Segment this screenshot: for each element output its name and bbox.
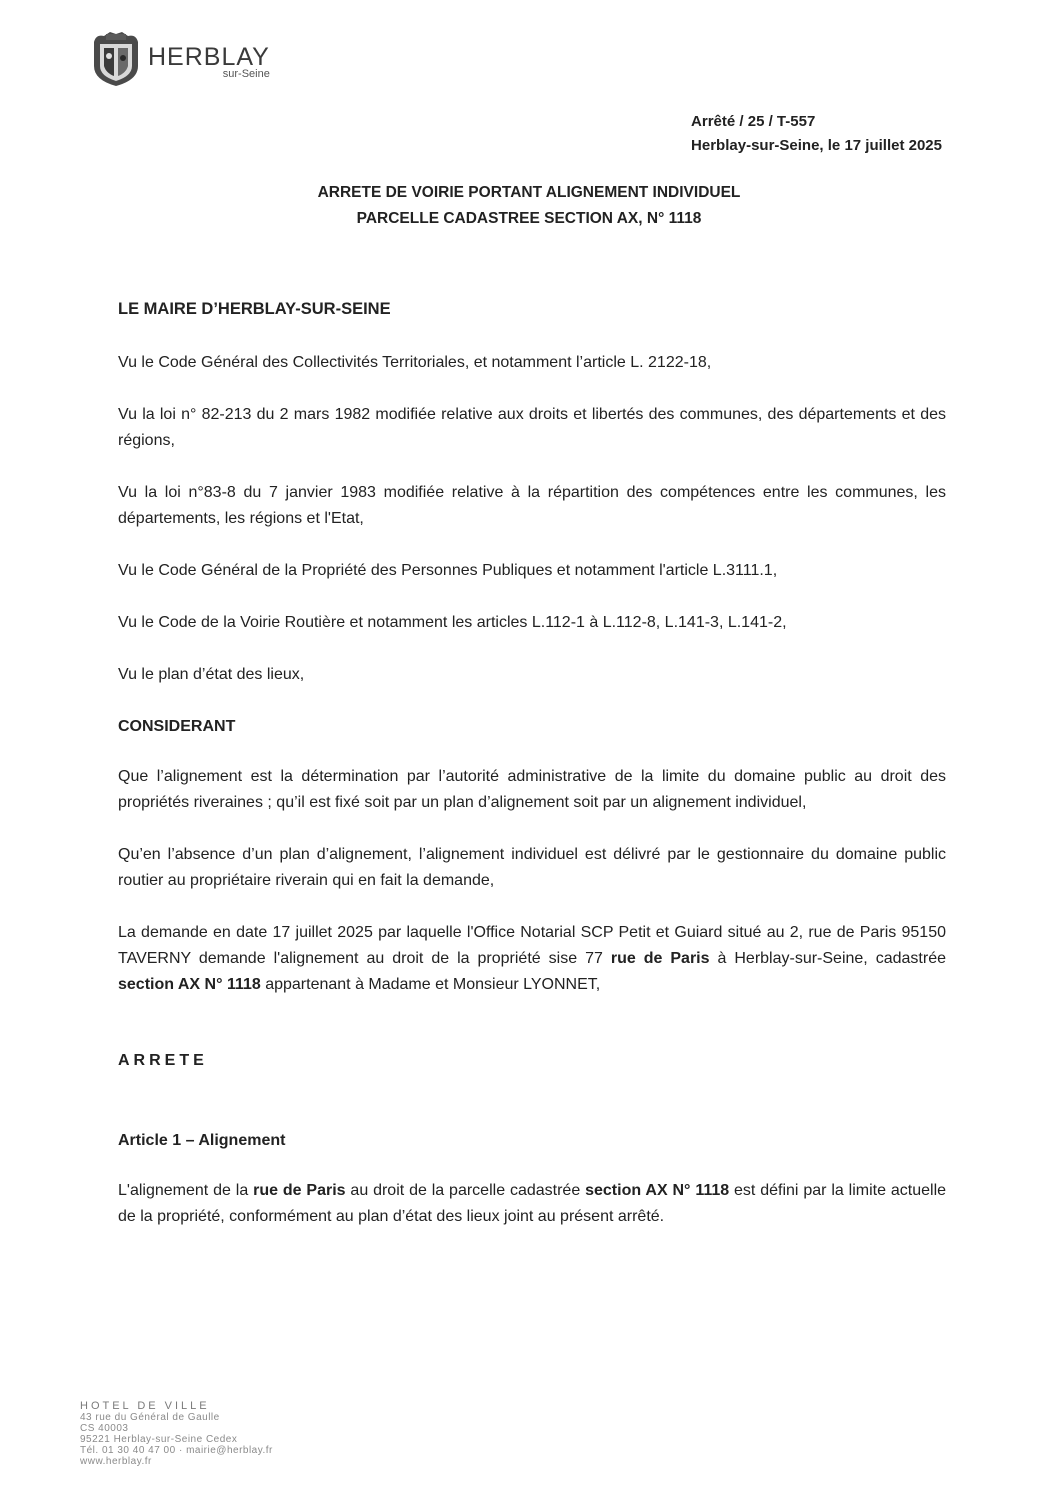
city-logo xyxy=(88,28,270,92)
article-street: rue de Paris xyxy=(253,1182,346,1199)
logo-name: HERBLAY xyxy=(148,43,270,71)
footer-address xyxy=(80,1401,273,1467)
document-body xyxy=(118,296,946,1230)
title-line-2: PARCELLE CADASTREE SECTION AX, N° 1118 xyxy=(356,210,702,227)
demande-section: section AX N° 1118 xyxy=(118,976,261,993)
footer-title: HOTEL DE VILLE xyxy=(80,1400,210,1412)
vu-cgppp: Vu le Code Général de la Propriété des Personnes Publiques et notamment l'article L.3111.1, xyxy=(118,562,778,579)
article-1-title: Article 1 – Alignement xyxy=(118,1132,286,1149)
footer-contact: Tél. 01 30 40 47 00 · mairie@herblay.fr xyxy=(80,1445,273,1456)
ref-number: Arrêté / 25 / T-557 xyxy=(691,113,816,130)
reference-block xyxy=(691,110,942,158)
place-date: Herblay-sur-Seine, le 17 juillet 2025 xyxy=(691,137,942,154)
city-crest-icon xyxy=(88,28,144,88)
demande-paragraph xyxy=(118,920,946,998)
considerant-heading: CONSIDERANT xyxy=(118,718,236,735)
vu-code-voirie: Vu le Code de la Voirie Routière et notamment les articles L.112-1 à L.112-8, L.141-3, L.141-2, xyxy=(118,614,787,631)
vu-loi-1982: Vu la loi n° 82-213 du 2 mars 1982 modifiée relative aux droits et libertés des communes, des départements et des régions, xyxy=(118,406,946,449)
demande-text-3: appartenant à Madame et Monsieur LYONNET, xyxy=(260,976,601,993)
arrete-heading: ARRETE xyxy=(118,1052,208,1069)
vu-loi-1983: Vu la loi n°83-8 du 7 janvier 1983 modifiée relative à la répartition des compétences entre les communes, les départements, les régions et l'Etat, xyxy=(118,484,946,527)
footer-city: 95221 Herblay-sur-Seine Cedex xyxy=(80,1434,238,1445)
article-text-1: L'alignement de la xyxy=(118,1182,254,1199)
footer-website: www.herblay.fr xyxy=(80,1456,152,1467)
vu-cgct: Vu le Code Général des Collectivités Territoriales, et notamment l’article L. 2122-18, xyxy=(118,354,712,371)
demande-text-2: à Herblay-sur-Seine, cadastrée xyxy=(709,950,946,967)
article-section: section AX N° 1118 xyxy=(585,1182,730,1199)
article-text-2: au droit de la parcelle cadastrée xyxy=(345,1182,586,1199)
article-1-text xyxy=(118,1178,946,1230)
title-line-1: ARRETE DE VOIRIE PORTANT ALIGNEMENT INDIVIDUEL xyxy=(317,184,741,201)
demande-street: rue de Paris xyxy=(610,950,710,967)
demande-text-1: La demande en date 17 juillet 2025 par laquelle l'Office Notarial SCP Petit et Guiard situé au 2, rue de Paris 95150 TAVERNY demande l'alignement au droit de la propriété sise 77 xyxy=(118,924,946,967)
footer-cs: CS 40003 xyxy=(80,1423,129,1434)
maire-heading: LE MAIRE D’HERBLAY-SUR-SEINE xyxy=(118,300,391,318)
document-title xyxy=(0,180,1058,232)
article-text-3: est défini par la limite actuelle de la propriété, conformément au plan d’état des lieux joint au présent arrêté. xyxy=(118,1182,947,1225)
vu-plan: Vu le plan d’état des lieux, xyxy=(118,666,305,683)
logo-subtitle: sur-Seine xyxy=(222,68,270,80)
considerant-1: Que l’alignement est la détermination par l’autorité administrative de la limite du domaine public au droit des propriétés riveraines ; qu’il est fixé soit par un plan d’alignement soit par un alignement individuel, xyxy=(118,768,946,811)
considerant-2: Qu’en l’absence d’un plan d’alignement, l’alignement individuel est délivré par le gestionnaire du domaine public routier au propriétaire riverain qui en fait la demande, xyxy=(118,846,946,889)
footer-street: 43 rue du Général de Gaulle xyxy=(80,1412,220,1423)
